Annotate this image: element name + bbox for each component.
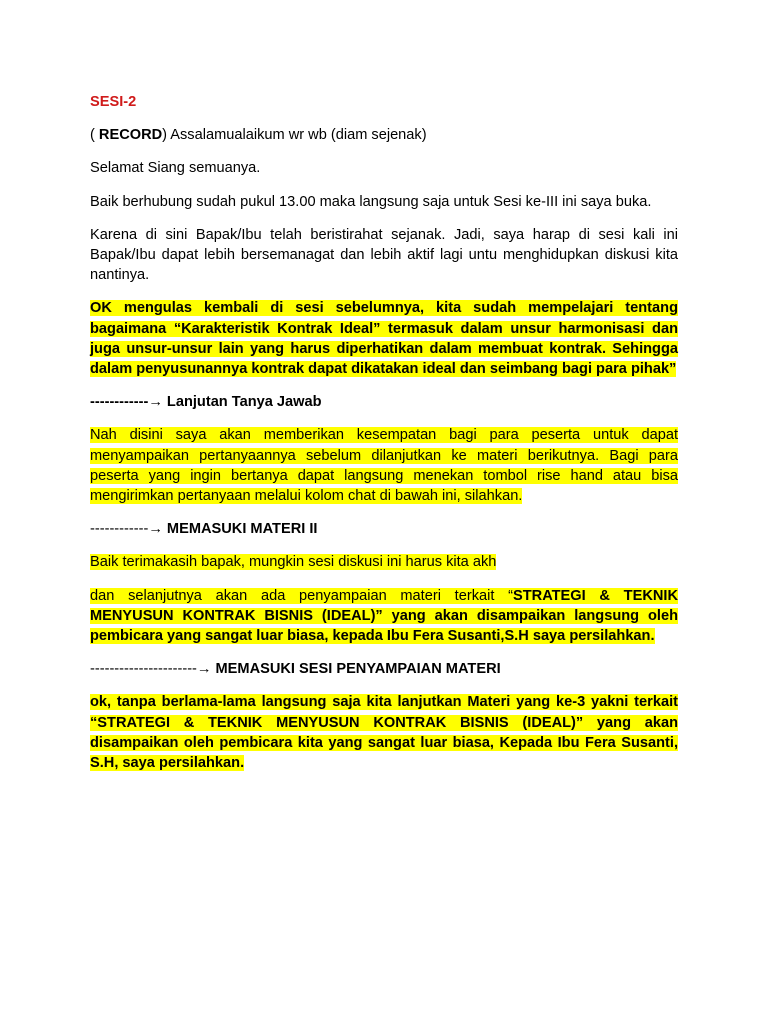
dash-line: ------------ [90, 394, 149, 411]
dash-line: ------------ [90, 521, 149, 538]
section-heading-tanya-jawab [90, 392, 678, 412]
section-heading-penyampaian [90, 659, 678, 679]
paragraph-opening: Baik berhubung sudah pukul 13.00 maka langsung saja untuk Sesi ke-III ini saya buka. [90, 193, 652, 210]
paragraph-greeting: Selamat Siang semuanya. [90, 160, 261, 177]
document-body [90, 92, 678, 773]
intro-highlight [90, 588, 678, 644]
paragraph-encouragement: Karena di sini Bapak/Ibu telah beristirahat sejanak. Jadi, saya harap di sesi kali ini Bapak/Ibu dapat lebih bersemanagat dan lebih aktif lagi untu menghidupkan diskusi kita nantinya. [90, 226, 678, 284]
thanks-highlight: Baik terimakasih bapak, mungkin sesi diskusi ini harus kita akh [90, 554, 497, 571]
section-label: MEMASUKI MATERI II [166, 521, 318, 538]
session-title: SESI-2 [90, 94, 137, 110]
section-label: MEMASUKI SESI PENYAMPAIAN MATERI [215, 661, 501, 678]
greeting-text: ) Assalamualaikum wr wb (diam sejenak) [162, 127, 427, 144]
qna-highlight: Nah disini saya akan memberikan kesempatan bagi para peserta untuk dapat menyampaikan pertanyaannya sebelum dilanjutkan ke materi berikutnya. Bagi para peserta yang ingin bertanya dapat langsung menekan tombol rise hand atau bisa mengirimkan pertanyaan melalui kolom chat di bawah ini, silahkan. [90, 427, 678, 505]
section-label: Lanjutan Tanya Jawab [166, 394, 322, 411]
arrow-right-icon: → [148, 521, 163, 538]
open-paren: ( [90, 127, 99, 144]
paragraph-recap [90, 298, 678, 379]
paragraph-closing [90, 692, 678, 773]
paragraph-thanks [90, 552, 678, 572]
paragraph-record [90, 125, 678, 145]
section-heading-materi-ii [90, 519, 678, 539]
paragraph-intro-materi [90, 586, 678, 647]
record-label: RECORD [98, 127, 163, 144]
arrow-right-icon: → [196, 661, 212, 678]
closing-highlight: ok, tanpa berlama-lama langsung saja kita lanjutkan Materi yang ke-3 yakni terkait “STRATEGI & TEKNIK MENYUSUN KONTRAK BISNIS (IDEAL)” yang akan disampaikan oleh pembicara kita yang sangat luar biasa, Kepada Ibu Fera Susanti, S.H, saya persilahkan. [90, 694, 678, 772]
recap-highlight: OK mengulas kembali di sesi sebelumnya, kita sudah mempelajari tentang bagaimana “Karakteristik Kontrak Ideal” termasuk dalam unsur harmonisasi dan juga unsur-unsur lain yang harus diperhatikan dalam membuat kontrak. Sehingga dalam penyusunannya kontrak dapat dikatakan ideal dan seimbang bagi para pihak” [90, 300, 678, 378]
paragraph-qna [90, 425, 678, 506]
arrow-right-icon: → [148, 394, 163, 411]
dash-line: ---------------------- [90, 661, 197, 678]
intro-bold: STRATEGI & TEKNIK MENYUSUN KONTRAK BISNIS (IDEAL)” yang akan disampaikan langsung oleh pembicara yang sangat luar biasa, kepada Ibu Fera Susanti,S.H saya persilahkan. [90, 587, 678, 645]
intro-lead: dan selanjutnya akan ada penyampaian materi terkait “ [90, 587, 513, 604]
